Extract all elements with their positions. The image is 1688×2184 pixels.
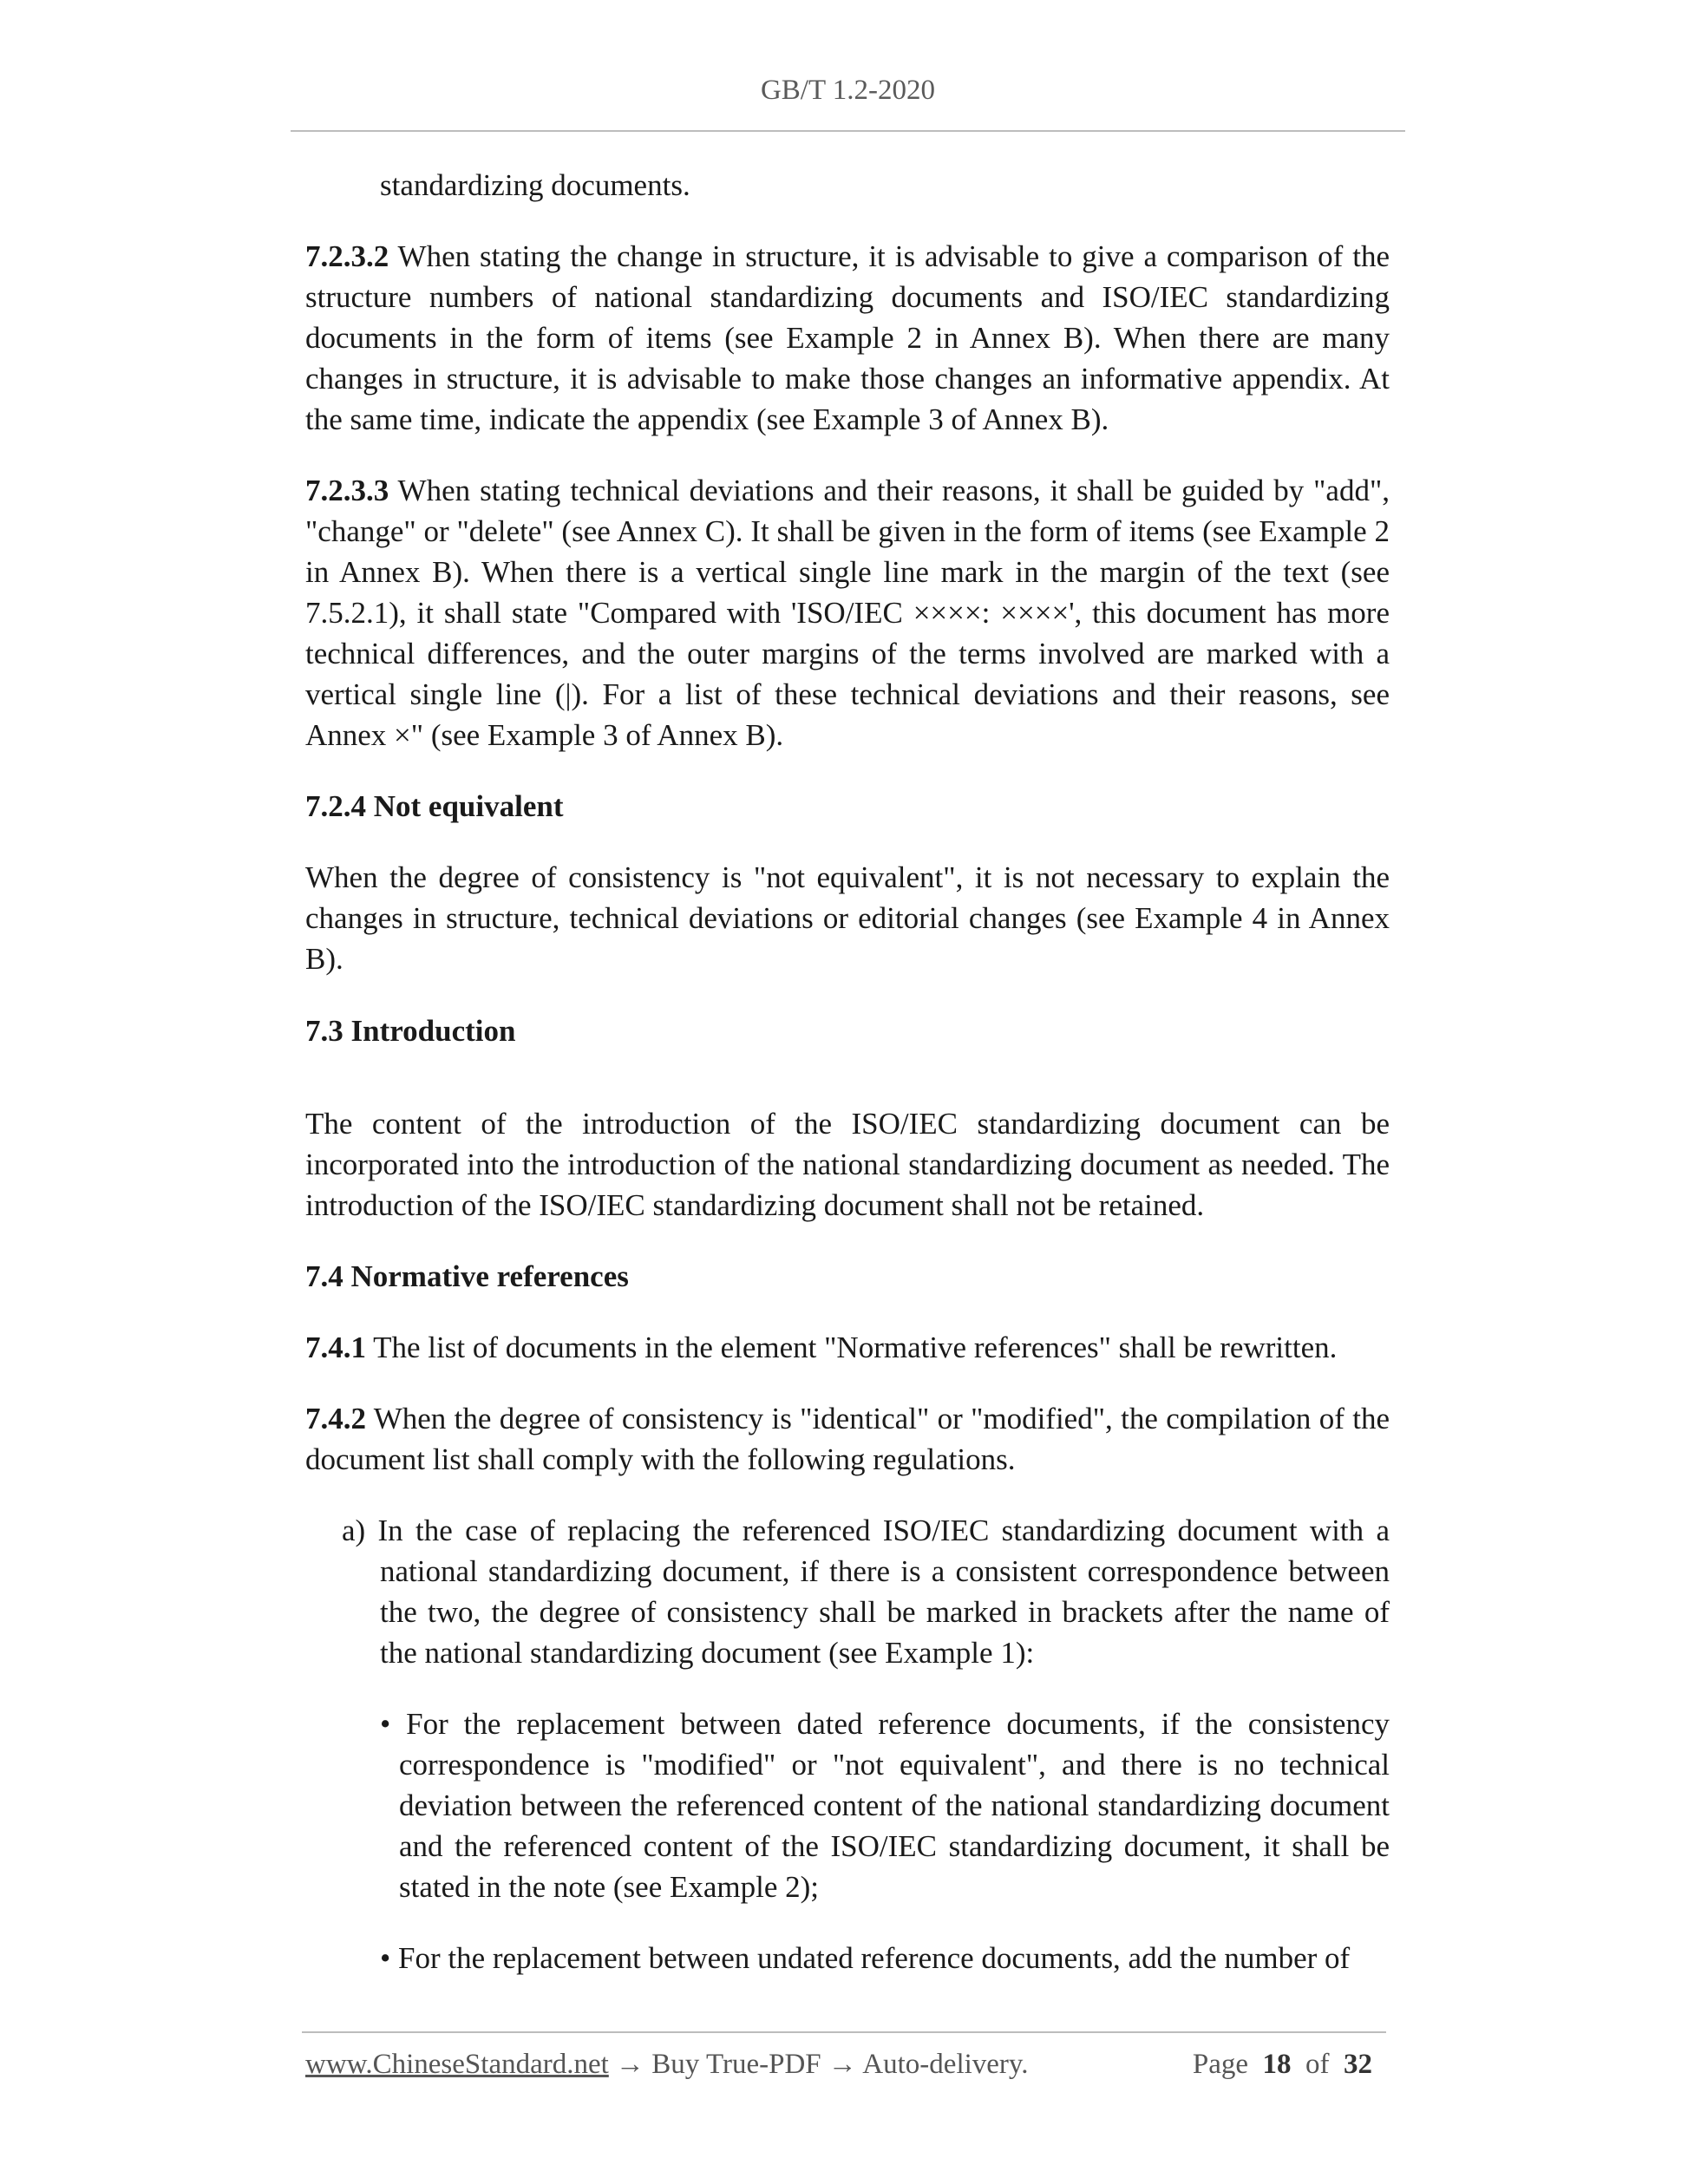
- page-footer: [305, 2049, 1390, 2092]
- page-number: 18: [1262, 2049, 1292, 2080]
- total-pages: 32: [1344, 2049, 1372, 2080]
- clause-7-4-1: [305, 1327, 1390, 1368]
- footer-divider: [302, 2031, 1386, 2033]
- of-label: of: [1305, 2049, 1330, 2080]
- clause-7-2-3-2: [305, 236, 1390, 440]
- bullet-item: • For the replacement between undated reference documents, add the number of: [380, 1941, 1351, 1975]
- heading-7-3: 7.3 Introduction: [305, 1014, 516, 1048]
- clause-7-2-3-3: [305, 470, 1390, 755]
- list-item-a: a) In the case of replacing the referenced ISO/IEC standardizing document with a national standardizing document, if there is a consistent correspondence between the two, the degree of consistency shall be marked in brackets after the name of the national standardizing document (see Example 1):: [342, 1514, 1390, 1670]
- clause-text: When stating technical deviations and their reasons, it shall be guided by "add", "change" or "delete" (see Annex C). It shall be given in the form of items (see Example 2 in Annex B). When there is a vertical single line mark in the margin of the text (see 7.5.2.1), it shall state "Compared with 'ISO/IEC ××××: ××××', this document has more technical differences, and the outer margins of the terms involved are marked with a vertical single line (|). For a list of these technical deviations and their reasons, see Annex ×" (see Example 3 of Annex B).: [305, 474, 1390, 752]
- page-indicator: [1193, 2049, 1372, 2081]
- document-body: [305, 165, 1390, 1978]
- site-link[interactable]: www.ChineseStandard.net: [305, 2049, 609, 2080]
- clause-number: 7.2.3.2: [305, 239, 389, 273]
- page-label: Page: [1192, 2049, 1248, 2080]
- clause-number: 7.4.2: [305, 1402, 366, 1435]
- clause-7-4-2: [305, 1398, 1390, 1480]
- clause-number: 7.2.3.3: [305, 474, 389, 507]
- clause-number: 7.4.1: [305, 1331, 366, 1364]
- continuation-text: standardizing documents.: [380, 168, 690, 202]
- clause-text: When stating the change in structure, it is advisable to give a comparison of the structure numbers of national standardizing documents and ISO/IEC standardizing documents in the form of items (see Example 2 in Annex B). When there are many changes in structure, it is advisable to make those changes an informative appendix. At the same time, indicate the appendix (see Example 3 of Annex B).: [305, 239, 1390, 436]
- paragraph-7-2-4: When the degree of consistency is "not equivalent", it is not necessary to explain the changes in structure, technical deviations or editorial changes (see Example 4 in Annex B).: [305, 860, 1390, 976]
- header-divider: [291, 130, 1405, 132]
- footer-tagline: → Buy True-PDF → Auto-delivery.: [608, 2049, 1029, 2080]
- heading-7-4: 7.4 Normative references: [305, 1259, 629, 1293]
- clause-text: The list of documents in the element "Normative references" shall be rewritten.: [366, 1331, 1338, 1364]
- clause-text: When the degree of consistency is "identical" or "modified", the compilation of the document list shall comply with the following regulations.: [305, 1402, 1390, 1476]
- page-header: GB/T 1.2-2020: [760, 75, 936, 106]
- heading-7-2-4: 7.2.4 Not equivalent: [305, 789, 564, 823]
- footer-promo: [305, 2049, 1029, 2081]
- bullet-item: • For the replacement between dated reference documents, if the consistency correspondence is "modified" or "not equivalent", and there is no technical deviation between the referenced content of the national standardizing document and the referenced content of the ISO/IEC standardizing document, it shall be stated in the note (see Example 2);: [380, 1707, 1390, 1904]
- paragraph-7-3: The content of the introduction of the ISO/IEC standardizing document can be incorporated into the introduction of the national standardizing document as needed. The introduction of the ISO/IEC standardizing document shall not be retained.: [305, 1107, 1390, 1222]
